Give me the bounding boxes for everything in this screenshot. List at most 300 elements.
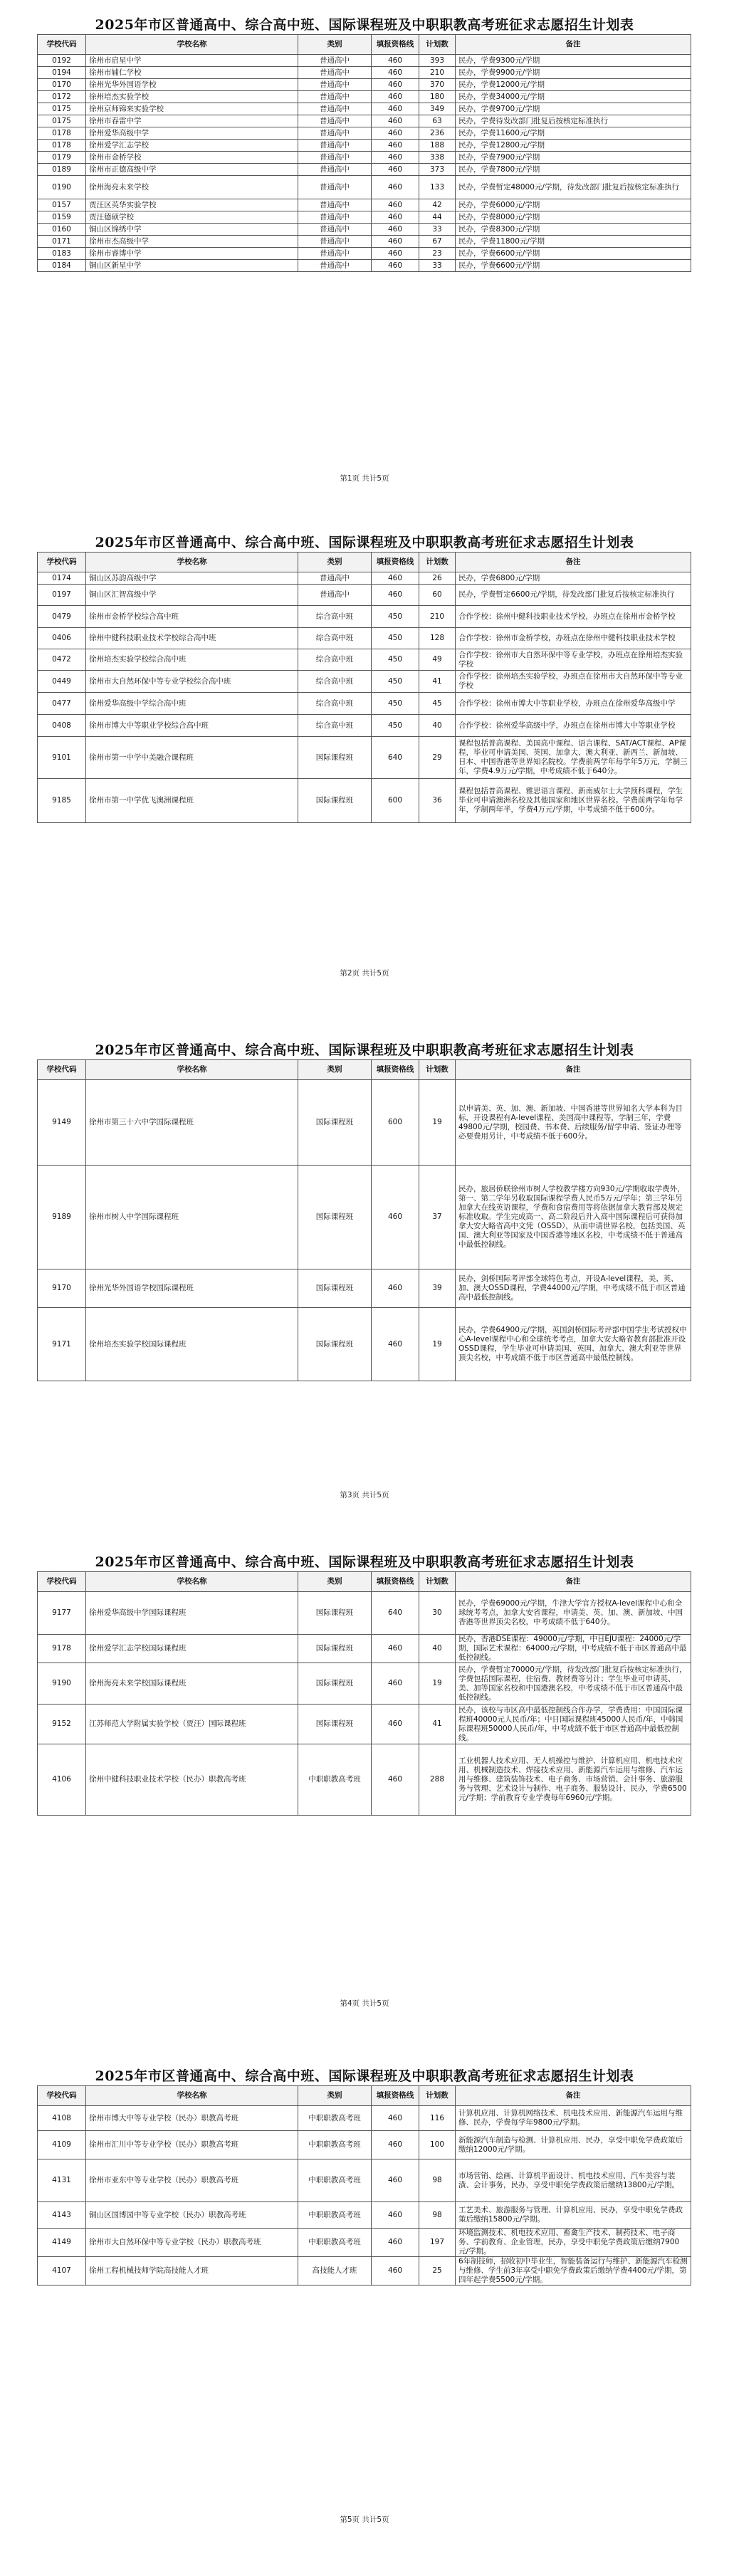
table-row bbox=[38, 606, 691, 628]
qualification-line: 460 bbox=[372, 1744, 419, 1816]
table-row bbox=[38, 79, 691, 91]
school-code: 4109 bbox=[38, 2131, 86, 2159]
category: 普通高中 bbox=[298, 127, 372, 140]
column-header: 备注 bbox=[456, 35, 691, 55]
qualification-line: 450 bbox=[372, 628, 419, 649]
qualification-line: 450 bbox=[372, 715, 419, 737]
remarks: 民办，学费9900元/学期 bbox=[456, 67, 691, 79]
category: 国际课程班 bbox=[298, 1269, 372, 1308]
school-name: 徐州市第一中学中美融合课程班 bbox=[86, 737, 298, 779]
qualification-line: 460 bbox=[372, 2159, 419, 2202]
school-name: 徐州中健科技职业技术学校综合高中班 bbox=[86, 628, 298, 649]
school-name: 徐州市春雷中学 bbox=[86, 115, 298, 127]
qualification-line: 460 bbox=[372, 176, 419, 199]
plan-count: 60 bbox=[419, 585, 456, 606]
school-name: 徐州市汇川中等专业学校（民办）职教高考班 bbox=[86, 2131, 298, 2159]
table-row bbox=[38, 236, 691, 248]
plan-count: 197 bbox=[419, 2229, 456, 2257]
school-code: 0175 bbox=[38, 103, 86, 115]
school-code: 4131 bbox=[38, 2159, 86, 2202]
school-code: 4108 bbox=[38, 2106, 86, 2131]
qualification-line: 460 bbox=[372, 199, 419, 211]
column-header: 类别 bbox=[298, 35, 372, 55]
plan-count: 29 bbox=[419, 737, 456, 779]
qualification-line: 460 bbox=[372, 91, 419, 103]
column-header: 学校名称 bbox=[86, 2086, 298, 2106]
table-row bbox=[38, 91, 691, 103]
table-header-row bbox=[38, 1572, 691, 1592]
column-header: 类别 bbox=[298, 1572, 372, 1592]
page-1 bbox=[0, 0, 729, 518]
table-row bbox=[38, 779, 691, 823]
remarks: 民办，学费9700元/学期 bbox=[456, 103, 691, 115]
school-code: 0472 bbox=[38, 649, 86, 671]
remarks: 民办，学费6600元/学期 bbox=[456, 260, 691, 272]
category: 普通高中 bbox=[298, 152, 372, 164]
qualification-line: 640 bbox=[372, 1592, 419, 1635]
category: 普通高中 bbox=[298, 67, 372, 79]
remarks: 民办，学费12000元/学期 bbox=[456, 79, 691, 91]
school-code: 9190 bbox=[38, 1663, 86, 1705]
page-title: 2025年市区普通高中、综合高中班、国际课程班及中职职教高考班征求志愿招生计划表 bbox=[95, 1042, 634, 1058]
remarks: 民办，学费6000元/学期 bbox=[456, 199, 691, 211]
qualification-line: 460 bbox=[372, 115, 419, 127]
remarks: 民办，学费8000元/学期 bbox=[456, 211, 691, 224]
table-row bbox=[38, 2106, 691, 2131]
column-header: 计划数 bbox=[419, 1572, 456, 1592]
plan-count: 30 bbox=[419, 1592, 456, 1635]
remarks: 合作学校：徐州爱华高级中学，办班点在徐州市博大中等职业学校 bbox=[456, 715, 691, 737]
table-row bbox=[38, 1080, 691, 1166]
table-row bbox=[38, 248, 691, 260]
plan-count: 100 bbox=[419, 2131, 456, 2159]
plan-count: 37 bbox=[419, 1166, 456, 1269]
category: 普通高中 bbox=[298, 140, 372, 152]
plan-count: 19 bbox=[419, 1308, 456, 1381]
enrollment-table bbox=[37, 552, 691, 823]
plan-count: 40 bbox=[419, 1635, 456, 1663]
category: 普通高中 bbox=[298, 164, 372, 176]
column-header: 学校代码 bbox=[38, 35, 86, 55]
table-row bbox=[38, 585, 691, 606]
remarks: 民办，学费待发改部门批复后按核定标准执行 bbox=[456, 115, 691, 127]
school-code: 0449 bbox=[38, 671, 86, 693]
school-code: 0183 bbox=[38, 248, 86, 260]
school-name: 徐州市亚东中等专业学校（民办）职教高考班 bbox=[86, 2159, 298, 2202]
school-name: 徐州市博大中等专业学校（民办）职教高考班 bbox=[86, 2106, 298, 2131]
remarks: 民办，该校与市区高中最低控制线合作办学，学费费用：中国国际课程班40000元人民币/年；中日国际课程班45000人民币/年，中韩国际课程班50000人民币/年，中考成绩不低于市区普通高中最低控制线。 bbox=[456, 1705, 691, 1744]
category: 普通高中 bbox=[298, 55, 372, 67]
column-header: 备注 bbox=[456, 1060, 691, 1080]
column-header: 计划数 bbox=[419, 35, 456, 55]
school-name: 徐州培杰实验学校综合高中班 bbox=[86, 649, 298, 671]
remarks: 民办，学费暂定48000元/学期，待发改部门批复后按核定标准执行 bbox=[456, 176, 691, 199]
school-name: 贾汪德硕学校 bbox=[86, 211, 298, 224]
page-footer: 第3页 共计5页 bbox=[340, 1491, 389, 1499]
table-row bbox=[38, 127, 691, 140]
category: 国际课程班 bbox=[298, 1592, 372, 1635]
page-4 bbox=[0, 1537, 729, 2051]
remarks: 民办，学费64900元/学期，英国剑桥国际考评部中国学生考试授权中心A-level课程中心和全球统考考点，加拿大安大略省教育部批准开设OSSD课程，学生毕业可申请美国、英国、加拿大、澳大利亚等世界顶尖名校，中考成绩不低于市区普通高中最低控制线。 bbox=[456, 1308, 691, 1381]
table-row bbox=[38, 199, 691, 211]
qualification-line: 460 bbox=[372, 236, 419, 248]
plan-count: 180 bbox=[419, 91, 456, 103]
remarks: 工业机器人技术应用、无人机操控与维护、计算机应用、机电技术应用、机械制造技术、焊接技术应用、新能源汽车运用与维修、汽车运用与维修、建筑装饰技术、电子商务、市场营销、会计事务、旅游服务与管理、艺术设计与制作、电子商务、服装设计、民办，学费6500元/学期；学前教育专业学费每年6960元/学期。 bbox=[456, 1744, 691, 1816]
school-name: 徐州光华外国语学校 bbox=[86, 79, 298, 91]
qualification-line: 460 bbox=[372, 152, 419, 164]
school-name: 徐州市金桥学校综合高中班 bbox=[86, 606, 298, 628]
school-name: 徐州市金桥学校 bbox=[86, 152, 298, 164]
school-code: 0197 bbox=[38, 585, 86, 606]
remarks: 民办，学费12800元/学期 bbox=[456, 140, 691, 152]
plan-count: 349 bbox=[419, 103, 456, 115]
column-header: 类别 bbox=[298, 2086, 372, 2106]
table-header-row bbox=[38, 1060, 691, 1080]
remarks: 合作学校：徐州中健科技职业技术学校，办班点在徐州市金桥学校 bbox=[456, 606, 691, 628]
table-row bbox=[38, 2229, 691, 2257]
school-code: 0479 bbox=[38, 606, 86, 628]
plan-count: 36 bbox=[419, 779, 456, 823]
category: 综合高中班 bbox=[298, 715, 372, 737]
category: 中职职教高考班 bbox=[298, 2202, 372, 2229]
table-row bbox=[38, 1308, 691, 1381]
category: 普通高中 bbox=[298, 248, 372, 260]
remarks: 环境监测技术、机电技术应用、畜禽生产技术、制药技术、电子商务、学前教育、企业管理，民办，享受中职免学费政策后缴纳7900元/学期。 bbox=[456, 2229, 691, 2257]
table-row bbox=[38, 1592, 691, 1635]
table-row bbox=[38, 164, 691, 176]
school-code: 4149 bbox=[38, 2229, 86, 2257]
category: 综合高中班 bbox=[298, 649, 372, 671]
table-row bbox=[38, 1269, 691, 1308]
school-code: 9185 bbox=[38, 779, 86, 823]
plan-count: 210 bbox=[419, 606, 456, 628]
qualification-line: 460 bbox=[372, 2229, 419, 2257]
table-row bbox=[38, 1635, 691, 1663]
school-code: 0171 bbox=[38, 236, 86, 248]
school-name: 徐州市正德高级中学 bbox=[86, 164, 298, 176]
school-code: 0157 bbox=[38, 199, 86, 211]
school-code: 0160 bbox=[38, 224, 86, 236]
column-header: 类别 bbox=[298, 553, 372, 572]
table-row bbox=[38, 1744, 691, 1816]
school-name: 徐州市杰高级中学 bbox=[86, 236, 298, 248]
column-header: 填报资格线 bbox=[372, 35, 419, 55]
table-row bbox=[38, 115, 691, 127]
school-code: 0174 bbox=[38, 572, 86, 585]
category: 普通高中 bbox=[298, 91, 372, 103]
remarks: 民办，学费7900元/学期 bbox=[456, 152, 691, 164]
school-code: 0477 bbox=[38, 693, 86, 715]
school-name: 徐州培杰实验学校国际课程班 bbox=[86, 1308, 298, 1381]
category: 中职职教高考班 bbox=[298, 2131, 372, 2159]
plan-count: 63 bbox=[419, 115, 456, 127]
table-row bbox=[38, 67, 691, 79]
plan-count: 40 bbox=[419, 715, 456, 737]
qualification-line: 450 bbox=[372, 649, 419, 671]
table-header-row bbox=[38, 35, 691, 55]
school-code: 0408 bbox=[38, 715, 86, 737]
category: 普通高中 bbox=[298, 211, 372, 224]
school-code: 9149 bbox=[38, 1080, 86, 1166]
school-name: 徐州市睿博中学 bbox=[86, 248, 298, 260]
table-row bbox=[38, 1705, 691, 1744]
category: 国际课程班 bbox=[298, 737, 372, 779]
qualification-line: 460 bbox=[372, 2202, 419, 2229]
table-row bbox=[38, 260, 691, 272]
plan-count: 41 bbox=[419, 1705, 456, 1744]
plan-count: 210 bbox=[419, 67, 456, 79]
remarks: 以申请美、英、加、澳、新加坡、中国香港等世界知名大学本科为目标，开设课程有A-level课程、美国高中课程等，学制三年，学费49800元/学期，校园费、书本费、后续服务/留学申请、签证办理等必要费用另计，中考成绩不低于600分。 bbox=[456, 1080, 691, 1166]
table-row bbox=[38, 176, 691, 199]
school-code: 0179 bbox=[38, 152, 86, 164]
qualification-line: 450 bbox=[372, 693, 419, 715]
remarks: 民办，学费6800元/学期 bbox=[456, 572, 691, 585]
category: 综合高中班 bbox=[298, 628, 372, 649]
category: 国际课程班 bbox=[298, 1308, 372, 1381]
category: 中职职教高考班 bbox=[298, 1744, 372, 1816]
table-row bbox=[38, 2131, 691, 2159]
enrollment-table bbox=[37, 34, 691, 272]
qualification-line: 460 bbox=[372, 1635, 419, 1663]
table-row bbox=[38, 211, 691, 224]
category: 高技能人才班 bbox=[298, 2257, 372, 2286]
qualification-line: 460 bbox=[372, 103, 419, 115]
table-row bbox=[38, 140, 691, 152]
page-title: 2025年市区普通高中、综合高中班、国际课程班及中职职教高考班征求志愿招生计划表 bbox=[95, 2068, 634, 2084]
school-name: 徐州市大自然环保中等专业学校综合高中班 bbox=[86, 671, 298, 693]
column-header: 学校代码 bbox=[38, 1572, 86, 1592]
plan-count: 26 bbox=[419, 572, 456, 585]
school-code: 9171 bbox=[38, 1308, 86, 1381]
qualification-line: 460 bbox=[372, 572, 419, 585]
enrollment-table bbox=[37, 1571, 691, 1816]
qualification-line: 460 bbox=[372, 2106, 419, 2131]
column-header: 计划数 bbox=[419, 1060, 456, 1080]
school-name: 徐州爱华高级中学国际课程班 bbox=[86, 1592, 298, 1635]
column-header: 备注 bbox=[456, 2086, 691, 2106]
qualification-line: 460 bbox=[372, 2131, 419, 2159]
remarks: 合作学校：徐州培杰实验学校，办班点在徐州市大自然环保中等专业学校 bbox=[456, 671, 691, 693]
column-header: 学校名称 bbox=[86, 1060, 298, 1080]
school-code: 0189 bbox=[38, 164, 86, 176]
qualification-line: 460 bbox=[372, 79, 419, 91]
qualification-line: 460 bbox=[372, 164, 419, 176]
remarks: 民办，学费8300元/学期 bbox=[456, 224, 691, 236]
remarks: 民办，旅居侨联徐州市树人学校教学楼方向930元/学期收取学费外，第一、第二学年另收取国际课程学费人民币5万元/学年；第三学年另加拿大在线英语课程，学费和食宿费用等将依据加拿大教育部及规定标准收取。学生完成高一、高二阶段后升入高中国际课程后可获得加拿大安大略省高中文凭（OSSD），从而申请世界名校，包括美国、英国、澳大利亚等国家及中国香港等地区名校，中考成绩不低于普通高中最低控制线。 bbox=[456, 1166, 691, 1269]
school-code: 0190 bbox=[38, 176, 86, 199]
remarks: 课程包括普高课程、雅思语言课程、新南威尔士大学预科课程，学生毕业可申请澳洲名校及其他国家和地区世界名校。学费前两学年每学年，学制两年半，学费4万元/学期，中考成绩不低于600分。 bbox=[456, 779, 691, 823]
remarks: 民办，学费11800元/学期 bbox=[456, 236, 691, 248]
qualification-line: 460 bbox=[372, 224, 419, 236]
column-header: 学校名称 bbox=[86, 1572, 298, 1592]
school-code: 9170 bbox=[38, 1269, 86, 1308]
school-code: 0406 bbox=[38, 628, 86, 649]
category: 普通高中 bbox=[298, 224, 372, 236]
page-title: 2025年市区普通高中、综合高中班、国际课程班及中职职教高考班征求志愿招生计划表 bbox=[95, 535, 634, 550]
qualification-line: 460 bbox=[372, 2257, 419, 2286]
qualification-line: 460 bbox=[372, 140, 419, 152]
qualification-line: 640 bbox=[372, 737, 419, 779]
table-row bbox=[38, 628, 691, 649]
page-5 bbox=[0, 2051, 729, 2576]
category: 普通高中 bbox=[298, 236, 372, 248]
remarks: 合作学校：徐州市金桥学校，办班点在徐州中健科技职业技术学校 bbox=[456, 628, 691, 649]
school-name: 徐州培杰实验学校 bbox=[86, 91, 298, 103]
remarks: 民办，学费11600元/学期 bbox=[456, 127, 691, 140]
qualification-line: 450 bbox=[372, 606, 419, 628]
category: 普通高中 bbox=[298, 176, 372, 199]
school-name: 徐州市第一中学优飞澳洲课程班 bbox=[86, 779, 298, 823]
table-row bbox=[38, 693, 691, 715]
remarks: 民办，学费7800元/学期 bbox=[456, 164, 691, 176]
school-name: 徐州海亮未来学校 bbox=[86, 176, 298, 199]
table-header-row bbox=[38, 553, 691, 572]
plan-count: 188 bbox=[419, 140, 456, 152]
table-row bbox=[38, 649, 691, 671]
table-row bbox=[38, 572, 691, 585]
category: 中职职教高考班 bbox=[298, 2106, 372, 2131]
plan-count: 42 bbox=[419, 199, 456, 211]
plan-count: 33 bbox=[419, 224, 456, 236]
table-row bbox=[38, 715, 691, 737]
qualification-line: 460 bbox=[372, 1269, 419, 1308]
qualification-line: 460 bbox=[372, 1308, 419, 1381]
table-row bbox=[38, 2257, 691, 2286]
school-code: 4143 bbox=[38, 2202, 86, 2229]
school-name: 徐州京师锦来实验学校 bbox=[86, 103, 298, 115]
page-3 bbox=[0, 1025, 729, 1537]
remarks: 工艺美术、旅游服务与管理、计算机应用、民办，享受中职免学费政策后缴纳15800元/学期。 bbox=[456, 2202, 691, 2229]
remarks: 合作学校：徐州市大自然环保中等专业学校，办班点在徐州培杰实验学校 bbox=[456, 649, 691, 671]
category: 国际课程班 bbox=[298, 1080, 372, 1166]
page-footer: 第2页 共计5页 bbox=[340, 969, 389, 978]
remarks: 民办，剑桥国际考评部全球特色考点，开设A-level课程，美、英、加、澳大OSSD课程，学费44000元/学期，中考成绩不低于市区普通高中最低控制线。 bbox=[456, 1269, 691, 1308]
remarks: 民办，学费暂定6600元/学期，待发改部门批复后按核定标准执行 bbox=[456, 585, 691, 606]
remarks: 新能源汽车制造与检测、计算机应用、民办，享受中职免学费政策后缴纳12000元/学期。 bbox=[456, 2131, 691, 2159]
plan-count: 19 bbox=[419, 1663, 456, 1705]
plan-count: 338 bbox=[419, 152, 456, 164]
school-code: 0184 bbox=[38, 260, 86, 272]
table-row bbox=[38, 103, 691, 115]
category: 普通高中 bbox=[298, 585, 372, 606]
remarks: 民办，学费暂定70000元/学期，待发改部门批复后按核定标准执行，学费包括国际课程，住宿费、教材费等另计；学生毕业可申请英、美、加等国家名校和中国港澳名校，中考成绩不低于市区普通高中最低控制线。 bbox=[456, 1663, 691, 1705]
qualification-line: 460 bbox=[372, 211, 419, 224]
school-code: 9101 bbox=[38, 737, 86, 779]
plan-count: 45 bbox=[419, 693, 456, 715]
page-footer: 第5页 共计5页 bbox=[340, 2515, 389, 2524]
qualification-line: 460 bbox=[372, 1166, 419, 1269]
remarks: 民办，学费6600元/学期 bbox=[456, 248, 691, 260]
school-name: 徐州中健科技职业技术学校（民办）职教高考班 bbox=[86, 1744, 298, 1816]
remarks: 市场营销、绘画、计算机平面设计、机电技术应用、汽车美容与装潢、会计事务，民办，享受中职免学费政策后缴纳13800元/学期。 bbox=[456, 2159, 691, 2202]
qualification-line: 460 bbox=[372, 585, 419, 606]
table-row bbox=[38, 224, 691, 236]
school-code: 9178 bbox=[38, 1635, 86, 1663]
plan-count: 128 bbox=[419, 628, 456, 649]
column-header: 填报资格线 bbox=[372, 2086, 419, 2106]
school-code: 0172 bbox=[38, 91, 86, 103]
school-code: 9152 bbox=[38, 1705, 86, 1744]
plan-count: 133 bbox=[419, 176, 456, 199]
qualification-line: 460 bbox=[372, 248, 419, 260]
page-footer: 第1页 共计5页 bbox=[340, 474, 389, 483]
qualification-line: 460 bbox=[372, 127, 419, 140]
category: 普通高中 bbox=[298, 103, 372, 115]
remarks: 课程包括普高课程、美国高中课程、语言课程、SAT/ACT课程、AP课程，毕业可申请美国、英国、加拿大、澳大利亚、新西兰、新加坡、日本、中国香港等世界知名院校。学费前两学年每学年5万元，学制三年，学费4.9万元/学期，中考成绩不低于640分。 bbox=[456, 737, 691, 779]
category: 综合高中班 bbox=[298, 693, 372, 715]
school-name: 徐州市树人中学国际课程班 bbox=[86, 1166, 298, 1269]
remarks: 计算机应用、计算机网络技术、机电技术应用、新能源汽车运用与维修、民办，学费每学年9800元/学期。 bbox=[456, 2106, 691, 2131]
page-title: 2025年市区普通高中、综合高中班、国际课程班及中职职教高考班征求志愿招生计划表 bbox=[95, 17, 634, 33]
category: 普通高中 bbox=[298, 572, 372, 585]
table-row bbox=[38, 671, 691, 693]
column-header: 类别 bbox=[298, 1060, 372, 1080]
remarks: 民办，学费34000元/学期 bbox=[456, 91, 691, 103]
remarks: 民办，学费9300元/学期 bbox=[456, 55, 691, 67]
plan-count: 236 bbox=[419, 127, 456, 140]
table-row bbox=[38, 2159, 691, 2202]
category: 国际课程班 bbox=[298, 779, 372, 823]
qualification-line: 460 bbox=[372, 260, 419, 272]
plan-count: 67 bbox=[419, 236, 456, 248]
school-code: 4106 bbox=[38, 1744, 86, 1816]
plan-count: 25 bbox=[419, 2257, 456, 2286]
school-name: 铜山区苏韵高级中学 bbox=[86, 572, 298, 585]
column-header: 备注 bbox=[456, 553, 691, 572]
school-name: 铜山区新星中学 bbox=[86, 260, 298, 272]
school-code: 0178 bbox=[38, 127, 86, 140]
table-row bbox=[38, 737, 691, 779]
category: 普通高中 bbox=[298, 260, 372, 272]
school-name: 徐州工程机械技师学院高技能人才班 bbox=[86, 2257, 298, 2286]
enrollment-table bbox=[37, 2085, 691, 2286]
school-name: 徐州市博大中等职业学校综合高中班 bbox=[86, 715, 298, 737]
category: 普通高中 bbox=[298, 115, 372, 127]
table-row bbox=[38, 55, 691, 67]
table-header-row bbox=[38, 2086, 691, 2106]
school-name: 贾汪区英华实验学校 bbox=[86, 199, 298, 211]
school-code: 0170 bbox=[38, 79, 86, 91]
school-name: 徐州市大自然环保中等专业学校（民办）职教高考班 bbox=[86, 2229, 298, 2257]
column-header: 计划数 bbox=[419, 553, 456, 572]
school-code: 9189 bbox=[38, 1166, 86, 1269]
school-name: 徐州爱华高级中学 bbox=[86, 127, 298, 140]
table-row bbox=[38, 1663, 691, 1705]
category: 国际课程班 bbox=[298, 1635, 372, 1663]
category: 综合高中班 bbox=[298, 671, 372, 693]
column-header: 填报资格线 bbox=[372, 1572, 419, 1592]
category: 综合高中班 bbox=[298, 606, 372, 628]
remarks: 合作学校：徐州市博大中等职业学校，办班点在徐州爱华高级中学 bbox=[456, 693, 691, 715]
category: 国际课程班 bbox=[298, 1166, 372, 1269]
school-code: 4107 bbox=[38, 2257, 86, 2286]
school-name: 徐州海亮未来学校国际课程班 bbox=[86, 1663, 298, 1705]
school-name: 徐州市启星中学 bbox=[86, 55, 298, 67]
plan-count: 370 bbox=[419, 79, 456, 91]
remarks: 6年制技师，招收初中毕业生，智能装备运行与维护、新能源汽车检测与维修、学生前3年享受中职免学费政策后缴纳学费4400元/学期，第四年起学费5500元/学期。 bbox=[456, 2257, 691, 2286]
column-header: 学校代码 bbox=[38, 2086, 86, 2106]
school-code: 9177 bbox=[38, 1592, 86, 1635]
category: 国际课程班 bbox=[298, 1663, 372, 1705]
plan-count: 44 bbox=[419, 211, 456, 224]
qualification-line: 450 bbox=[372, 671, 419, 693]
remarks: 民办，香港DSE课程：49000元/学期，中日EJU课程：24000元/学期，国际艺术课程：64000元/学期，中考成绩不低于市区普通高中最低控制线。 bbox=[456, 1635, 691, 1663]
page-footer: 第4页 共计5页 bbox=[340, 1999, 389, 2008]
school-code: 0192 bbox=[38, 55, 86, 67]
school-name: 铜山区汇智高级中学 bbox=[86, 585, 298, 606]
school-name: 徐州市第三十六中学国际课程班 bbox=[86, 1080, 298, 1166]
category: 普通高中 bbox=[298, 199, 372, 211]
